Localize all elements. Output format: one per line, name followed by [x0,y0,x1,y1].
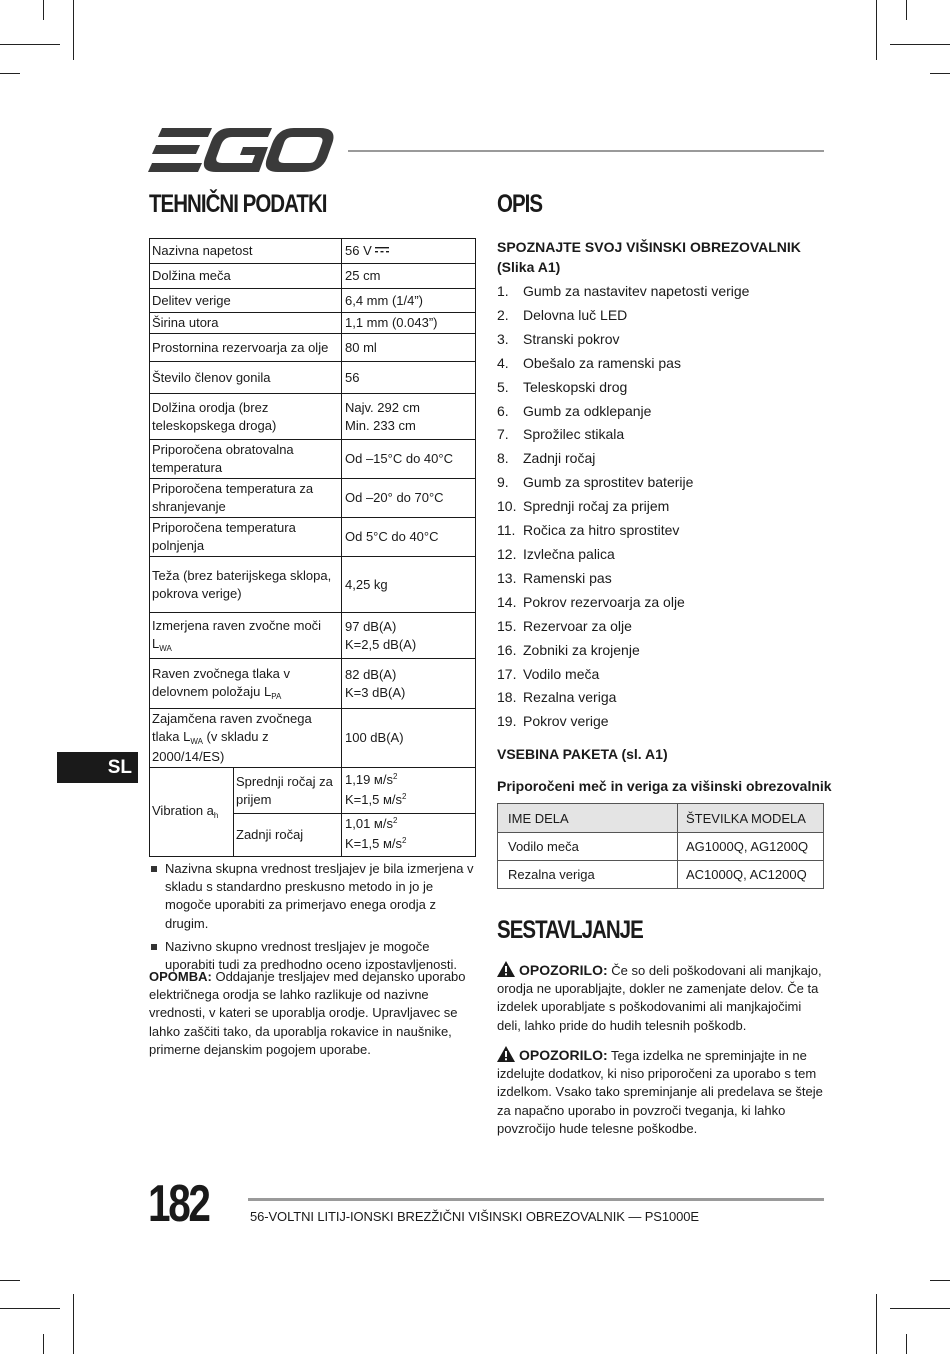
warning-block [497,961,827,1035]
spec-row [150,709,476,768]
spec-row [150,518,476,557]
crop-mark [43,0,44,20]
list-number: 8. [497,450,509,467]
note-item: Nazivna skupna vrednost tresljajev je bila izmerjena v skladu s standardno preskusno metodo in jo je mogoče uporabiti za primerjavo enega orodja z drugim. [149,860,476,933]
footer-title: 56-VOLTNI LITIJ-IONSKI BREZŽIČNI VIŠINSKI OBREZOVALNIK — PS1000E [250,1209,699,1224]
ego-logo [148,128,334,174]
spec-row [150,239,476,264]
spec-row [150,289,476,313]
spec-label: Število členov gonila [150,362,342,394]
spec-label-text: (v skladu z 2000/14/ES) [152,729,269,764]
crop-mark [0,1280,20,1281]
superscript: 2 [402,791,407,801]
section-title-specs: TEHNIČNI PODATKI [149,190,327,218]
language-tab: SL [57,752,138,783]
crop-mark [906,0,907,20]
spec-row [150,557,476,613]
list-item [497,543,749,567]
warning-icon [497,961,515,977]
list-item [497,447,749,471]
superscript: 2 [392,771,398,781]
spec-label: Širina utora [150,313,342,334]
crop-mark [890,1308,950,1309]
list-number: 2. [497,306,509,323]
spec-value-text: Najv. 292 cm Min. 233 cm [345,399,420,433]
spec-value-text: 80 ml [345,339,377,355]
list-item-label: Gumb za sprostitev baterije [523,474,694,491]
dc-symbol-icon [375,246,389,254]
list-item-label: Gumb za odklepanje [523,402,652,419]
spec-label-text: Izmerjena raven zvočne moči L [152,617,322,651]
list-item-label: Sprednji ročaj za prijem [523,498,670,515]
subscript: WA [159,643,172,653]
table-row [498,861,824,889]
list-item-label: Ročica za hitro sprostitev [523,522,680,539]
warning-label: OPOZORILO: [519,962,608,978]
warning-text: Tega izdelka ne spreminjajte in ne izdelujte dodatkov, ki niso priporočeni za uporabo s tem izdelkom. Vsako tako spreminjanje ali predelava se šteje za napačno uporabo in povzroči tveganja, ki lahko povzročijo hude telesne poškodbe. [497,1048,823,1136]
value-text: 1,19 [345,771,374,787]
list-item [497,280,749,304]
list-item [497,663,749,687]
list-item-label: Vodilo meča [523,665,600,682]
spec-value-text: 56 V [345,243,372,258]
crop-mark [43,1334,44,1354]
warning-text: Če so deli poškodovani ali manjkajo, orodja ne uporabljajte, dokler ne zamenjate delov. Če ta izdelek uporabljate s poškodovanimi ali manjkajočimi deli, lahko pride do hudih telesnih poškodb. [497,963,822,1033]
spec-value [342,479,476,518]
list-number: 11. [497,522,516,539]
list-item [497,686,749,710]
spec-label [150,709,342,768]
spec-label [150,768,234,857]
spec-label [150,659,342,709]
list-number: 1. [497,283,509,299]
spec-label: Priporočena obratovalna temperatura [150,440,342,479]
list-number: 19. [497,713,517,730]
list-item [497,710,749,734]
bar-chain-table [497,803,824,889]
list-item-label: Pokrov rezervoarja za olje [523,593,685,610]
crop-mark [906,1334,907,1354]
note-label: OPOMBA: [149,969,212,984]
crop-mark [0,73,20,74]
spec-label [150,613,342,659]
list-item-label: Rezervoar za olje [523,617,632,634]
list-number: 9. [497,474,509,491]
spec-value [342,289,476,313]
list-number: 13. [497,569,517,586]
subscript: WA [190,737,203,746]
list-item-label: Pokrov verige [523,713,609,730]
section-title-assembly: SESTAVLJANJE [497,916,643,944]
spec-row [150,334,476,362]
list-number: 14. [497,593,517,610]
list-item-label: Stranski pokrov [523,330,620,347]
warning-label: OPOZORILO: [519,1047,608,1063]
list-number: 18. [497,689,517,706]
crop-mark [876,1294,877,1354]
spec-value [342,362,476,394]
list-item [497,328,749,352]
spec-value: 100 dB(A) [342,709,476,768]
value-text: K=1,5 [345,836,383,851]
list-item-label: Rezalna veriga [523,689,617,706]
list-number: 15. [497,617,517,634]
list-item [497,639,749,663]
warning-block [497,1046,827,1138]
spec-label: Prostornina rezervoarja za olje [150,334,342,362]
list-number: 10. [497,498,517,515]
notes-list [149,860,476,979]
page-number: 182 [148,1175,209,1233]
spec-value [342,264,476,289]
spec-value-text: Od –20° do 70°C [345,490,444,505]
table-cell: Vodilo meča [498,833,678,861]
table-row [498,833,824,861]
superscript: 2 [392,816,398,825]
description-subtitle: SPOZNAJTE SVOJ VIŠINSKI OBREZOVALNIK (Slika A1) [497,239,801,275]
list-item-label: Zobniki za krojenje [523,641,640,658]
spec-label-text: Raven zvočnega tlaka v delovnem položaju L [152,665,291,699]
list-item [497,400,749,424]
spec-label: Delitev verige [150,289,342,313]
list-item [497,304,749,328]
spec-sublabel: Sprednji ročaj za prijem [234,768,342,814]
list-item-label: Gumb za nastavitev napetosti verige [523,283,750,299]
spec-value [342,557,476,613]
section-title-description: OPIS [497,190,543,218]
value-text: 1,01 [345,816,374,831]
spec-value [342,814,476,857]
spec-value [342,518,476,557]
spec-value-text: 56 [345,369,360,385]
list-number: 12. [497,545,517,562]
spec-value [342,239,476,264]
package-contents-heading: VSEBINA PAKETA (sl. A1) [497,746,668,762]
list-item-label: Delovna luč LED [523,306,628,323]
list-item [497,376,749,400]
spec-label: Nazivna napetost [150,239,342,264]
crop-mark [876,0,877,60]
spec-row [150,613,476,659]
spec-value [342,313,476,334]
spec-row [150,394,476,440]
superscript: 2 [402,836,407,845]
spec-row [150,768,476,814]
spec-value-text: 25 cm [345,268,381,283]
crop-mark [0,44,60,45]
note-paragraph [149,968,479,1059]
spec-label: Dolžina orodja (brez teleskopskega droga) [150,394,342,440]
spec-row [150,313,476,334]
footer-rule [248,1198,824,1201]
crop-mark [73,0,74,60]
crop-mark [0,1308,60,1309]
list-number: 5. [497,378,509,395]
spec-value-text: 6,4 mm (1/4”) [345,292,424,308]
spec-row [150,479,476,518]
subscript: h [213,811,219,820]
recommended-heading: Priporočeni meč in veriga za višinski obrezovalnik [497,778,832,794]
spec-sublabel: Zadnji ročaj [234,814,342,857]
header-rule [348,150,824,152]
spec-value-text: 4,25 kg [345,576,388,592]
list-item [497,423,749,447]
list-item [497,567,749,591]
spec-value-text: Od –15°C do 40°C [345,451,453,466]
list-item [497,471,749,495]
list-number: 17. [497,665,517,682]
spec-label: Priporočena temperatura za shranjevanje [150,479,342,518]
unit-text: м/s [382,791,403,807]
spec-row [150,362,476,394]
list-item [497,591,749,615]
spec-row [150,440,476,479]
spec-label-text: Vibration a [152,803,214,818]
list-item-label: Ramenski pas [523,569,612,586]
spec-value: 82 dB(A) K=3 dB(A) [342,659,476,709]
spec-value [342,440,476,479]
value-text: K=1,5 [345,791,383,807]
spec-value [342,334,476,362]
crop-mark [930,1280,950,1281]
column-header: ŠTEVILKA MODELA [678,804,824,833]
spec-row [150,264,476,289]
unit-text: м/s [382,836,403,851]
list-item [497,615,749,639]
list-item [497,352,749,376]
warning-icon [497,1046,515,1062]
spec-label: Dolžina meča [150,264,342,289]
list-item [497,519,749,543]
list-number: 7. [497,426,509,443]
list-number: 6. [497,402,509,419]
parts-list [497,280,749,734]
spec-row [150,659,476,709]
list-item-label: Sprožilec stikala [523,426,625,443]
table-cell: AG1000Q, AG1200Q [678,833,824,861]
unit-text: м/s [373,771,393,787]
spec-value-text: Od 5°C do 40°C [345,529,439,544]
note-text: Oddajanje tresljajev med dejansko uporabo električnega orodja se lahko razlikuje od nazivne vrednosti, v kateri se uporablja orodje. Upravljavec se lahko zaščiti tako, da uporablja rokavice in naušnike, primerne dejanskim pogojem uporabe. [149,969,466,1057]
spec-value-text: 1,1 mm (0.043”) [345,315,438,330]
spec-label: Priporočena temperatura polnjenja [150,518,342,557]
crop-mark [890,44,950,45]
subscript: PA [271,691,282,701]
spec-label: Teža (brez baterijskega sklopa, pokrova verige) [150,557,342,613]
list-item [497,495,749,519]
spec-value: 97 dB(A) K=2,5 dB(A) [342,613,476,659]
column-header: IME DELA [498,804,678,833]
list-item-label: Teleskopski drog [523,378,628,395]
list-item-label: Zadnji ročaj [523,450,596,467]
list-number: 3. [497,330,509,347]
list-number: 4. [497,354,509,371]
spec-value [342,768,476,814]
unit-text: м/s [373,816,393,831]
spec-table [149,238,476,857]
list-item-label: Obešalo za ramenski pas [523,354,681,371]
list-item-label: Izvlečna palica [523,545,615,562]
crop-mark [930,73,950,74]
crop-mark [73,1294,74,1354]
table-cell: Rezalna veriga [498,861,678,889]
note-item: Nazivno skupno vrednost tresljajev je mogoče uporabiti tudi za predhodno oceno izpostavljenosti. [149,938,476,974]
spec-label-text: Zajamčena raven zvočnega tlaka L [152,711,312,744]
spec-value [342,394,476,440]
table-cell: AC1000Q, AC1200Q [678,861,824,889]
list-number: 16. [497,641,517,658]
